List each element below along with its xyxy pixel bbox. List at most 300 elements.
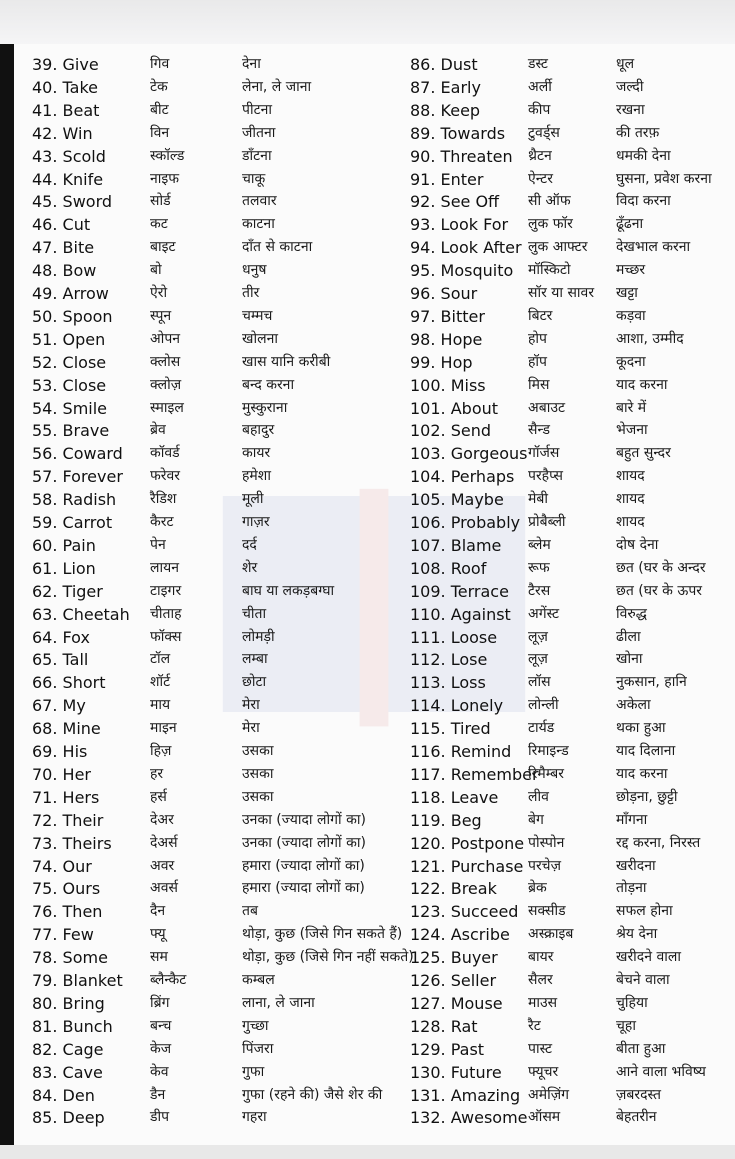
list-item bbox=[410, 168, 735, 191]
hindi-meaning: बीता हुआ bbox=[616, 1040, 666, 1057]
pronunciation: नाइफ bbox=[150, 170, 180, 187]
hindi-meaning: बाघ या लकड़बग्घा bbox=[242, 582, 335, 599]
english-word: 106. Probably bbox=[410, 513, 521, 532]
hindi-meaning: श्रेय देना bbox=[616, 926, 658, 943]
pronunciation: परहैप्स bbox=[528, 468, 563, 485]
pronunciation: सॉर या सावर bbox=[528, 285, 595, 301]
list-item bbox=[410, 190, 735, 213]
pronunciation: रैडिश bbox=[150, 491, 177, 508]
hindi-meaning: तलवार bbox=[242, 193, 277, 210]
english-word: 100. Miss bbox=[410, 375, 486, 395]
english-word: 119. Beg bbox=[410, 810, 482, 830]
list-item bbox=[32, 53, 392, 76]
list-item bbox=[32, 717, 392, 740]
list-item bbox=[410, 76, 735, 99]
hindi-meaning: बहुत सुन्दर bbox=[616, 445, 671, 462]
english-word: 102. Send bbox=[410, 421, 492, 441]
pronunciation: मेबी bbox=[528, 491, 548, 508]
english-word: 91. Enter bbox=[410, 169, 484, 189]
pronunciation: कट bbox=[150, 216, 168, 233]
pronunciation: टैरस bbox=[528, 582, 551, 599]
hindi-meaning: थका हुआ bbox=[616, 720, 666, 737]
pronunciation: टाइगर bbox=[150, 582, 182, 599]
list-item bbox=[32, 213, 392, 236]
hindi-meaning: हमारा (ज्यादा लोगों का) bbox=[242, 880, 365, 897]
list-item bbox=[410, 53, 735, 76]
english-word: 48. Bow bbox=[32, 261, 97, 281]
list-item bbox=[410, 855, 735, 878]
list-item bbox=[410, 282, 735, 305]
hindi-meaning: याद करना bbox=[616, 376, 668, 393]
hindi-meaning: भेजना bbox=[616, 422, 648, 439]
pronunciation: थ्रैटन bbox=[528, 147, 552, 164]
pronunciation: हिज़ bbox=[150, 743, 172, 759]
pronunciation: फ्यू bbox=[150, 926, 166, 943]
hindi-meaning: उसका bbox=[242, 788, 274, 805]
pronunciation: लूज़ bbox=[528, 628, 548, 645]
list-item bbox=[32, 305, 392, 328]
hindi-meaning: ढूँढना bbox=[616, 216, 644, 233]
top-gray-bar bbox=[0, 0, 735, 44]
list-item bbox=[410, 1061, 735, 1084]
pronunciation: ऑसम bbox=[528, 1109, 561, 1126]
list-item bbox=[32, 740, 392, 763]
english-word: 49. Arrow bbox=[32, 284, 109, 303]
pronunciation: दैन bbox=[150, 903, 166, 920]
pronunciation: ब्लेम bbox=[528, 536, 551, 553]
english-word: 132. Awesome bbox=[410, 1108, 528, 1128]
english-word: 71. Hers bbox=[32, 787, 100, 807]
hindi-meaning: गुच्छा bbox=[242, 1017, 269, 1034]
hindi-meaning: विरुद्ध bbox=[616, 605, 647, 622]
hindi-meaning: तीर bbox=[242, 285, 260, 301]
english-word: 109. Terrace bbox=[410, 581, 509, 601]
english-word: 68. Mine bbox=[32, 719, 101, 739]
hindi-meaning: छोटा bbox=[242, 674, 267, 691]
hindi-meaning: थोड़ा, कुछ (जिसे गिन सकते हैं) bbox=[242, 926, 403, 943]
english-word: 92. See Off bbox=[410, 192, 500, 212]
list-item bbox=[32, 488, 392, 511]
pronunciation: देअर bbox=[150, 811, 174, 828]
pronunciation: सम bbox=[150, 949, 168, 966]
hindi-meaning: शायद bbox=[616, 514, 645, 530]
pronunciation: रिमैम्बर bbox=[528, 765, 564, 782]
hindi-meaning: लाना, ले जाना bbox=[242, 994, 315, 1011]
pronunciation: अबाउट bbox=[528, 399, 566, 416]
pronunciation: स्माइल bbox=[150, 399, 184, 416]
english-word: 121. Purchase bbox=[410, 856, 524, 876]
hindi-meaning: उनका (ज्यादा लोगों का) bbox=[242, 811, 366, 828]
english-word: 124. Ascribe bbox=[410, 925, 510, 945]
english-word: 77. Few bbox=[32, 925, 94, 945]
hindi-meaning: बारे में bbox=[616, 399, 647, 416]
english-word: 114. Lonely bbox=[410, 696, 504, 716]
english-word: 55. Brave bbox=[32, 421, 110, 441]
pronunciation: बो bbox=[150, 262, 162, 279]
english-word: 44. Knife bbox=[32, 169, 104, 189]
pronunciation: अगेंस्ट bbox=[528, 605, 560, 622]
english-word: 74. Our bbox=[32, 856, 92, 876]
hindi-meaning: याद करना bbox=[616, 765, 668, 782]
list-item bbox=[410, 145, 735, 168]
hindi-meaning: बेहतरीन bbox=[616, 1109, 657, 1126]
list-item bbox=[410, 488, 735, 511]
english-word: 96. Sour bbox=[410, 284, 478, 303]
english-word: 127. Mouse bbox=[410, 993, 503, 1013]
pronunciation: ऐन्टर bbox=[528, 170, 553, 187]
pronunciation: डस्ट bbox=[528, 56, 548, 72]
english-word: 97. Bitter bbox=[410, 306, 485, 326]
hindi-meaning: उनका (ज्यादा लोगों का) bbox=[242, 834, 366, 851]
english-word: 99. Hop bbox=[410, 352, 473, 372]
list-item bbox=[32, 648, 392, 671]
pronunciation: हर bbox=[150, 765, 164, 782]
list-item bbox=[32, 534, 392, 557]
pronunciation: बीट bbox=[150, 101, 169, 118]
english-word: 50. Spoon bbox=[32, 306, 113, 326]
english-word: 41. Beat bbox=[32, 100, 100, 120]
english-word: 89. Towards bbox=[410, 123, 506, 143]
pronunciation: सैन्ड bbox=[528, 422, 550, 439]
english-word: 88. Keep bbox=[410, 100, 481, 120]
pronunciation: बिटर bbox=[528, 307, 553, 324]
hindi-meaning: तोड़ना bbox=[616, 880, 647, 897]
english-word: 126. Seller bbox=[410, 971, 497, 990]
pronunciation: केव bbox=[150, 1063, 169, 1080]
hindi-meaning: खोना bbox=[616, 651, 643, 668]
list-item bbox=[410, 992, 735, 1015]
pronunciation: क्लोज़ bbox=[150, 376, 182, 393]
english-word: 61. Lion bbox=[32, 558, 96, 578]
list-item bbox=[32, 626, 392, 649]
english-word: 59. Carrot bbox=[32, 513, 113, 532]
hindi-meaning: विदा करना bbox=[616, 193, 671, 210]
hindi-meaning: गुफा bbox=[242, 1063, 265, 1080]
hindi-meaning: चम्मच bbox=[242, 307, 273, 324]
hindi-meaning: कूदना bbox=[616, 353, 646, 370]
english-word: 66. Short bbox=[32, 673, 106, 693]
hindi-meaning: चाकू bbox=[242, 170, 266, 187]
pronunciation: कैरट bbox=[150, 514, 174, 530]
list-item bbox=[410, 763, 735, 786]
list-item bbox=[410, 1015, 735, 1038]
list-item bbox=[410, 259, 735, 282]
pronunciation: कीप bbox=[528, 101, 551, 118]
list-item bbox=[32, 122, 392, 145]
list-item bbox=[410, 900, 735, 923]
hindi-meaning: काटना bbox=[242, 216, 275, 233]
pronunciation: ओपन bbox=[150, 330, 181, 347]
pronunciation: लायन bbox=[150, 559, 180, 576]
list-item bbox=[32, 1106, 392, 1129]
hindi-meaning: जीतना bbox=[242, 124, 276, 141]
pronunciation: स्कॉल्ड bbox=[150, 147, 185, 164]
hindi-meaning: पिंजरा bbox=[242, 1040, 274, 1057]
pronunciation: टेक bbox=[150, 78, 168, 95]
pronunciation: परचेज़ bbox=[528, 857, 561, 874]
list-item bbox=[32, 328, 392, 351]
hindi-meaning: चूहा bbox=[616, 1017, 636, 1034]
pronunciation: सी ऑफ bbox=[528, 193, 571, 210]
pronunciation: शॉर्ट bbox=[150, 674, 171, 691]
hindi-meaning: देखभाल करना bbox=[616, 239, 691, 256]
list-item bbox=[410, 122, 735, 145]
hindi-meaning: उसका bbox=[242, 765, 274, 782]
english-word: 45. Sword bbox=[32, 192, 113, 212]
pronunciation: प्रोबैब्ली bbox=[528, 514, 566, 530]
list-item bbox=[410, 694, 735, 717]
english-word: 67. My bbox=[32, 696, 86, 716]
hindi-meaning: ढीला bbox=[616, 628, 641, 645]
hindi-meaning: थोड़ा, कुछ (जिसे गिन नहीं सकते) bbox=[242, 949, 414, 966]
pronunciation: ऐरो bbox=[150, 285, 168, 301]
list-item bbox=[32, 511, 392, 534]
pronunciation: ब्रिंग bbox=[150, 994, 170, 1011]
english-word: 63. Cheetah bbox=[32, 604, 130, 624]
hindi-meaning: मेरा bbox=[242, 697, 260, 714]
english-word: 78. Some bbox=[32, 948, 108, 968]
hindi-meaning: याद दिलाना bbox=[616, 743, 676, 759]
pronunciation: गिव bbox=[150, 56, 170, 72]
english-word: 46. Cut bbox=[32, 215, 91, 235]
hindi-meaning: लम्बा bbox=[242, 651, 268, 668]
pronunciation: अवर bbox=[150, 857, 175, 874]
hindi-meaning: खोलना bbox=[242, 330, 278, 347]
english-word: 122. Break bbox=[410, 879, 497, 899]
list-item bbox=[410, 442, 735, 465]
pronunciation: मॉस्किटो bbox=[528, 262, 571, 279]
pronunciation: लीव bbox=[528, 788, 549, 805]
english-word: 101. About bbox=[410, 398, 499, 418]
english-word: 105. Maybe bbox=[410, 490, 504, 510]
list-item bbox=[410, 213, 735, 236]
english-word: 95. Mosquito bbox=[410, 261, 514, 281]
pronunciation: गॉर्जस bbox=[528, 445, 560, 462]
hindi-meaning: जल्दी bbox=[616, 78, 644, 95]
pronunciation: माउस bbox=[528, 994, 558, 1011]
hindi-meaning: कायर bbox=[242, 445, 271, 462]
pronunciation: अवर्स bbox=[150, 880, 178, 897]
hindi-meaning: खरीदना bbox=[616, 857, 656, 874]
pronunciation: माइन bbox=[150, 720, 177, 737]
list-item bbox=[410, 786, 735, 809]
list-item bbox=[410, 580, 735, 603]
list-item bbox=[32, 557, 392, 580]
english-word: 40. Take bbox=[32, 77, 98, 97]
pronunciation: फॉक्स bbox=[150, 628, 182, 645]
list-item bbox=[410, 603, 735, 626]
english-word: 107. Blame bbox=[410, 535, 502, 555]
english-word: 108. Roof bbox=[410, 558, 487, 578]
list-item bbox=[32, 351, 392, 374]
english-word: 110. Against bbox=[410, 604, 511, 624]
hindi-meaning: हमारा (ज्यादा लोगों का) bbox=[242, 857, 365, 874]
pronunciation: अर्ली bbox=[528, 78, 552, 95]
pronunciation: रिमाइन्ड bbox=[528, 743, 569, 759]
hindi-meaning: मूली bbox=[242, 491, 264, 508]
list-item bbox=[32, 168, 392, 191]
list-item bbox=[32, 236, 392, 259]
pronunciation: पास्ट bbox=[528, 1040, 553, 1057]
hindi-meaning: दाँत से काटना bbox=[242, 239, 313, 256]
hindi-meaning: डाँटना bbox=[242, 147, 272, 164]
pronunciation: सक्सीड bbox=[528, 903, 566, 920]
list-item bbox=[410, 1084, 735, 1107]
hindi-meaning: शायद bbox=[616, 491, 645, 508]
list-item bbox=[32, 832, 392, 855]
list-item bbox=[410, 717, 735, 740]
english-word: 69. His bbox=[32, 742, 88, 761]
list-item bbox=[32, 923, 403, 946]
english-word: 120. Postpone bbox=[410, 833, 525, 853]
pronunciation: लूज़ bbox=[528, 651, 548, 668]
list-item bbox=[32, 259, 392, 282]
hindi-meaning: रखना bbox=[616, 101, 645, 118]
list-item bbox=[410, 877, 735, 900]
list-item bbox=[32, 419, 392, 442]
pronunciation: केज bbox=[150, 1040, 172, 1057]
hindi-meaning: अकेला bbox=[616, 697, 651, 714]
hindi-meaning: बन्द करना bbox=[242, 376, 295, 393]
list-item bbox=[32, 694, 392, 717]
hindi-meaning: दर्द bbox=[242, 536, 257, 553]
pronunciation: सोर्ड bbox=[150, 193, 171, 210]
list-item bbox=[410, 946, 735, 969]
hindi-meaning: घुसना, प्रवेश करना bbox=[616, 170, 712, 187]
pronunciation: बायर bbox=[528, 949, 554, 966]
hindi-meaning: खट्टा bbox=[616, 285, 638, 301]
list-item bbox=[32, 99, 392, 122]
english-word: 65. Tall bbox=[32, 650, 89, 670]
english-word: 70. Her bbox=[32, 764, 91, 784]
list-item bbox=[32, 442, 392, 465]
pronunciation: विन bbox=[150, 124, 170, 141]
english-word: 130. Future bbox=[410, 1062, 502, 1082]
pronunciation: ब्रेक bbox=[528, 880, 547, 897]
english-word: 128. Rat bbox=[410, 1016, 478, 1036]
pronunciation: रूफ bbox=[528, 559, 550, 576]
english-word: 47. Bite bbox=[32, 238, 95, 258]
hindi-meaning: गुफा (रहने की) जैसे शेर की bbox=[242, 1086, 383, 1103]
list-item bbox=[32, 809, 392, 832]
english-word: 43. Scold bbox=[32, 146, 106, 166]
english-word: 58. Radish bbox=[32, 490, 117, 510]
pronunciation: होप bbox=[528, 330, 548, 347]
english-word: 52. Close bbox=[32, 352, 107, 372]
pronunciation: कॉवर्ड bbox=[150, 445, 180, 462]
english-word: 125. Buyer bbox=[410, 948, 498, 968]
list-item bbox=[410, 969, 735, 992]
english-word: 86. Dust bbox=[410, 55, 478, 74]
list-item bbox=[410, 1106, 735, 1129]
pronunciation: अस्क्राइब bbox=[528, 926, 574, 943]
list-item bbox=[410, 419, 735, 442]
english-word: 113. Loss bbox=[410, 673, 486, 693]
list-item bbox=[32, 992, 392, 1015]
english-word: 83. Cave bbox=[32, 1062, 103, 1082]
list-item bbox=[410, 511, 735, 534]
hindi-meaning: बहादुर bbox=[242, 422, 275, 439]
pronunciation: फ्यूचर bbox=[528, 1063, 559, 1080]
list-item bbox=[32, 946, 414, 969]
list-item bbox=[32, 603, 392, 626]
list-item bbox=[32, 900, 392, 923]
hindi-meaning: धनुष bbox=[242, 262, 267, 279]
pronunciation: बेग bbox=[528, 811, 544, 828]
english-word: 85. Deep bbox=[32, 1108, 105, 1128]
english-word: 112. Lose bbox=[410, 650, 488, 670]
hindi-meaning: ज़बरदस्त bbox=[616, 1086, 661, 1103]
hindi-meaning: चुहिया bbox=[616, 994, 648, 1011]
hindi-meaning: देना bbox=[242, 56, 261, 72]
pronunciation: देअर्स bbox=[150, 834, 178, 851]
english-word: 123. Succeed bbox=[410, 902, 519, 922]
pronunciation: हॉप bbox=[528, 353, 548, 370]
list-item bbox=[32, 580, 392, 603]
hindi-meaning: रद्द करना, निरस्त bbox=[616, 834, 701, 851]
english-word: 131. Amazing bbox=[410, 1085, 521, 1105]
english-word: 72. Their bbox=[32, 810, 104, 830]
bottom-strip bbox=[0, 1145, 735, 1159]
list-item bbox=[410, 809, 735, 832]
hindi-meaning: सफल होना bbox=[616, 903, 673, 920]
list-item bbox=[32, 374, 392, 397]
english-word: 56. Coward bbox=[32, 444, 123, 464]
hindi-meaning: मच्छर bbox=[616, 262, 646, 279]
english-word: 76. Then bbox=[32, 902, 103, 922]
hindi-meaning: खास यानि करीबी bbox=[242, 353, 331, 370]
english-word: 103. Gorgeous bbox=[410, 444, 528, 464]
list-item bbox=[410, 740, 735, 763]
pronunciation: लॉस bbox=[528, 674, 551, 691]
list-item bbox=[32, 1061, 392, 1084]
pronunciation: लुक आफ्टर bbox=[528, 239, 588, 256]
pronunciation: पोस्पोन bbox=[528, 834, 565, 851]
english-word: 84. Den bbox=[32, 1085, 95, 1105]
english-word: 82. Cage bbox=[32, 1039, 104, 1059]
hindi-meaning: हमेशा bbox=[242, 468, 271, 485]
english-word: 53. Close bbox=[32, 375, 107, 395]
left-black-edge bbox=[0, 44, 14, 1159]
pronunciation: ब्लैन्कैट bbox=[150, 972, 187, 988]
list-item bbox=[32, 763, 392, 786]
list-item bbox=[410, 671, 735, 694]
list-item bbox=[32, 671, 392, 694]
pronunciation: रैट bbox=[528, 1017, 541, 1034]
pronunciation: फरेवर bbox=[150, 468, 181, 485]
english-word: 104. Perhaps bbox=[410, 467, 515, 487]
hindi-meaning: छोड़ना, छुट्टी bbox=[616, 788, 678, 805]
english-word: 54. Smile bbox=[32, 398, 108, 418]
pronunciation: टॉल bbox=[150, 651, 171, 668]
list-item bbox=[410, 557, 735, 580]
vocabulary-page bbox=[14, 44, 735, 1159]
pronunciation: लोन्ली bbox=[528, 697, 559, 714]
list-item bbox=[410, 923, 735, 946]
pronunciation: माय bbox=[150, 697, 171, 714]
pronunciation: डीप bbox=[150, 1109, 170, 1126]
list-item bbox=[410, 465, 735, 488]
pronunciation: बन्च bbox=[150, 1017, 172, 1034]
list-item bbox=[32, 1084, 392, 1107]
list-item bbox=[410, 374, 735, 397]
pronunciation: डैन bbox=[150, 1086, 166, 1103]
pronunciation: बाइट bbox=[150, 239, 176, 256]
english-word: 118. Leave bbox=[410, 787, 499, 807]
hindi-meaning: धूल bbox=[616, 56, 635, 72]
english-word: 57. Forever bbox=[32, 467, 123, 487]
hindi-meaning: शायद bbox=[616, 468, 645, 485]
